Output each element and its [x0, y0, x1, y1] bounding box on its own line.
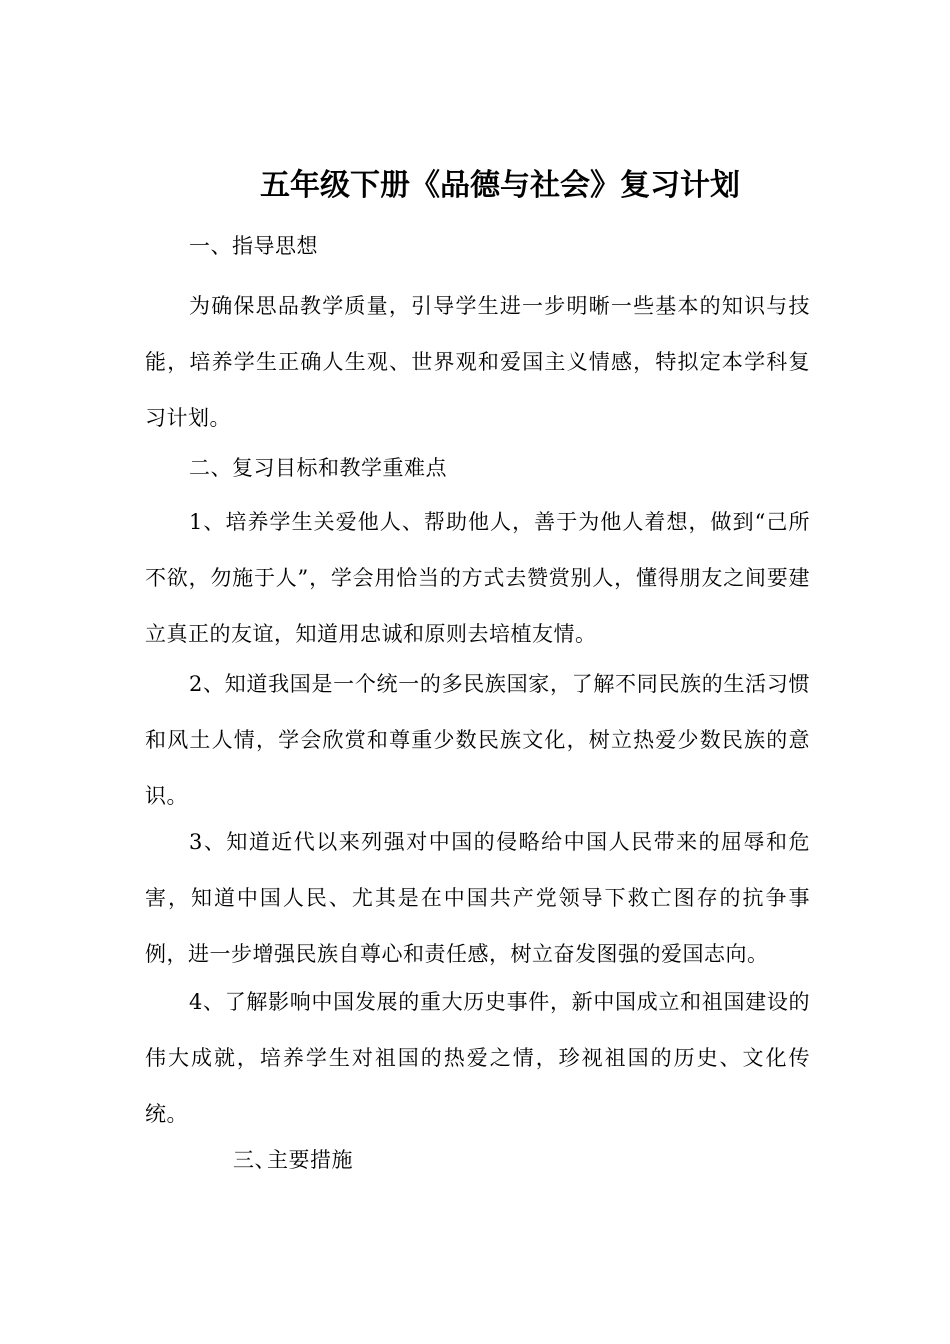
goal-item-2: 2、知道我国是一个统一的多民族国家，了解不同民族的生活习惯和风土人情，学会欣赏和尊重少数民族文化，树立热爱少数民族的意识。	[145, 672, 810, 808]
goal-item-3: 3、知道近代以来列强对中国的侵略给中国人民带来的屈辱和危害，知道中国人民、尤其是在中国共产党领导下救亡图存的抗争事例，进一步增强民族自尊心和责任感，树立奋发图强的爱国志向。	[145, 830, 810, 966]
section-heading-1: 一、指导思想	[189, 234, 318, 258]
section-3-number: 三、	[233, 1148, 276, 1172]
section-heading-2: 二、复习目标和教学重难点	[189, 456, 447, 480]
section-3-title: 主要措施	[267, 1148, 353, 1172]
section-1-paragraph: 为确保思品教学质量，引导学生进一步明晰一些基本的知识与技能，培养学生正确人生观、世界观和爱国主义情感，特拟定本学科复习计划。	[145, 294, 810, 430]
goal-item-1: 1、培养学生关爱他人、帮助他人，善于为他人着想，做到“己所不欲，勿施于人”，学会用恰当的方式去赞赏别人，懂得朋友之间要建立真正的友谊，知道用忠诚和原则去培植友情。	[145, 510, 810, 646]
document-title: 五年级下册《品德与社会》复习计划	[260, 168, 740, 203]
section-heading-3	[145, 1132, 810, 1188]
goal-item-4: 4、了解影响中国发展的重大历史事件，新中国成立和祖国建设的伟大成就，培养学生对祖国的热爱之情，珍视祖国的历史、文化传统。	[145, 990, 810, 1126]
